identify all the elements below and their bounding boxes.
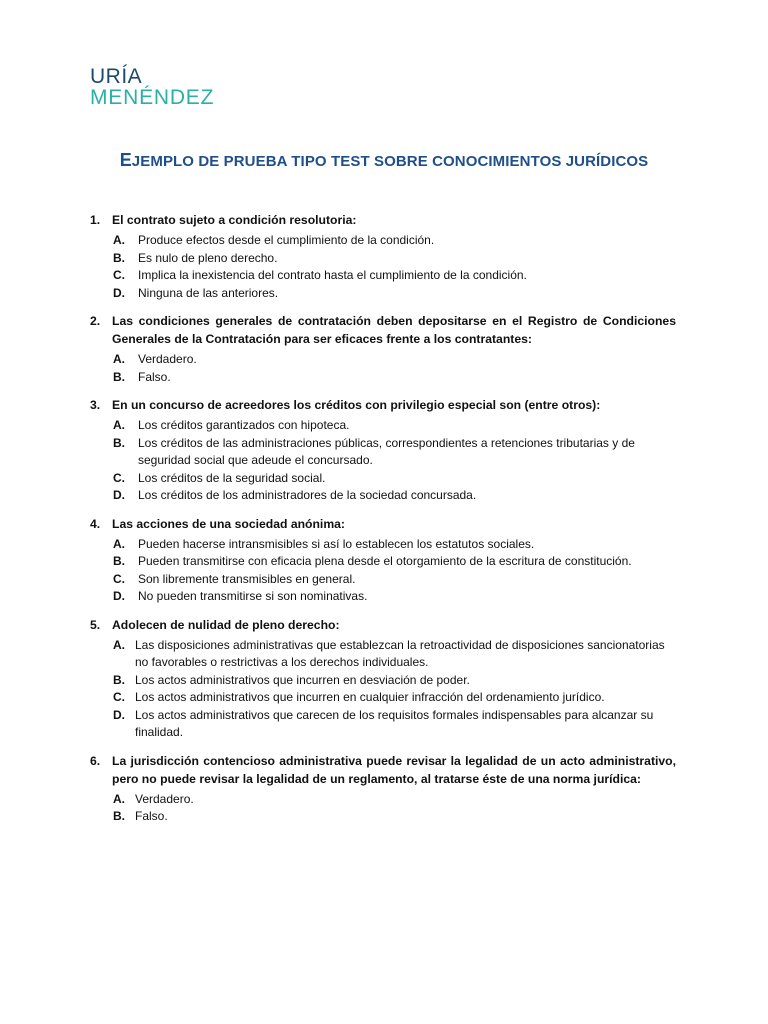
question-text: Adolecen de nulidad de pleno derecho: <box>112 617 340 632</box>
option-text: Produce efectos desde el cumplimiento de la condición. <box>138 233 435 247</box>
option-letter: C. <box>113 690 125 704</box>
question-list <box>90 211 676 836</box>
option-text: Los créditos de los administradores de la sociedad concursada. <box>138 488 477 502</box>
question-4 <box>90 515 676 606</box>
option-letter: A. <box>113 233 125 247</box>
uria-menendez-logo <box>90 66 214 108</box>
question-3 <box>90 396 676 505</box>
option-text: Son libremente transmisibles en general. <box>138 571 356 586</box>
option-letter: D. <box>113 285 125 300</box>
option-letter: B. <box>113 554 125 568</box>
title-rest: JEMPLO DE PRUEBA TIPO TEST SOBRE CONOCIMIENTOS JURÍDICOS <box>131 153 649 170</box>
option-text: Los créditos de la seguridad social. <box>138 470 326 485</box>
question-text: Las acciones de una sociedad anónima: <box>112 516 345 531</box>
option-2a <box>90 351 676 369</box>
logo-line-1: URÍA <box>90 65 143 88</box>
option-text: Los actos administrativos que carecen de los requisitos formales indispensables para alcanzar su finalidad. <box>135 707 654 739</box>
option-text: Los actos administrativos que incurren en cualquier infracción del ordenamiento jurídico. <box>135 690 605 704</box>
option-text: Es nulo de pleno derecho. <box>138 250 278 265</box>
logo-line-2: MENÉNDEZ <box>90 86 215 109</box>
option-letter: A. <box>113 352 125 366</box>
option-letter: C. <box>113 268 125 282</box>
question-number: 1. <box>90 213 101 227</box>
option-text: Ninguna de las anteriores. <box>138 285 279 300</box>
option-5a <box>90 637 676 672</box>
option-text: Falso. <box>138 369 171 384</box>
option-4a <box>90 536 676 554</box>
option-letter: D. <box>113 488 125 502</box>
option-letter: B. <box>113 672 125 687</box>
option-text: Verdadero. <box>135 791 194 806</box>
option-5b <box>90 672 676 690</box>
question-text: El contrato sujeto a condición resolutoria: <box>112 213 357 227</box>
document-title <box>0 150 768 171</box>
question-2 <box>90 312 676 386</box>
option-5d <box>90 707 676 742</box>
option-1c <box>90 267 676 285</box>
question-5 <box>90 616 676 742</box>
option-1a <box>90 232 676 250</box>
option-letter: D. <box>113 707 125 722</box>
option-letter: C. <box>113 470 125 485</box>
option-3d <box>90 487 676 505</box>
option-text: Los créditos de las administraciones públicas, correspondientes a retenciones tributarias y de seguridad social que adeude el concursado. <box>138 435 635 467</box>
question-number: 2. <box>90 314 101 328</box>
option-1b <box>90 250 676 268</box>
option-5c <box>90 689 676 707</box>
option-text: Los créditos garantizados con hipoteca. <box>138 418 350 432</box>
option-letter: B. <box>113 369 125 384</box>
option-3b <box>90 435 676 470</box>
option-letter: B. <box>113 435 125 450</box>
option-text: Verdadero. <box>138 352 197 366</box>
option-text: Pueden hacerse intransmisibles si así lo establecen los estatutos sociales. <box>138 536 535 551</box>
option-3c <box>90 470 676 488</box>
question-text: La jurisdicción contencioso administrativa puede revisar la legalidad de un acto administrativo, pero no puede revisar la legalidad de un reglamento, al tratarse éste de una norma jurídica: <box>112 753 676 786</box>
question-1 <box>90 211 676 302</box>
question-6 <box>90 752 676 826</box>
option-letter: B. <box>113 809 125 823</box>
option-text: Las disposiciones administrativas que establezcan la retroactividad de disposiciones sancionatorias no favorables o restrictivas a los derechos individuales. <box>135 637 665 669</box>
option-4d <box>90 588 676 606</box>
question-number: 5. <box>90 617 101 632</box>
option-2b <box>90 369 676 387</box>
option-6a <box>90 791 676 809</box>
title-initial: E <box>119 150 132 170</box>
option-text: Los actos administrativos que incurren en desviación de poder. <box>135 672 470 687</box>
option-text: Falso. <box>135 809 168 823</box>
option-letter: C. <box>113 571 125 586</box>
option-letter: B. <box>113 250 125 265</box>
option-letter: D. <box>113 589 125 603</box>
question-number: 4. <box>90 516 101 531</box>
option-letter: A. <box>113 791 125 806</box>
option-text: Implica la inexistencia del contrato hasta el cumplimiento de la condición. <box>138 268 527 282</box>
question-text: En un concurso de acreedores los créditos con privilegio especial son (entre otros): <box>112 398 601 412</box>
option-4b <box>90 553 676 571</box>
option-text: Pueden transmitirse con eficacia plena desde el otorgamiento de la escritura de constitución. <box>138 554 632 568</box>
question-number: 6. <box>90 753 101 768</box>
option-letter: A. <box>113 536 125 551</box>
question-number: 3. <box>90 398 101 412</box>
option-3a <box>90 417 676 435</box>
option-6b <box>90 808 676 826</box>
question-text: Las condiciones generales de contratación deben depositarse en el Registro de Condiciones Generales de la Contratación para ser eficaces frente a los contratantes: <box>112 314 676 346</box>
option-4c <box>90 571 676 589</box>
option-text: No pueden transmitirse si son nominativas. <box>138 589 368 603</box>
option-letter: A. <box>113 637 125 652</box>
option-letter: A. <box>113 418 125 432</box>
option-1d <box>90 285 676 303</box>
